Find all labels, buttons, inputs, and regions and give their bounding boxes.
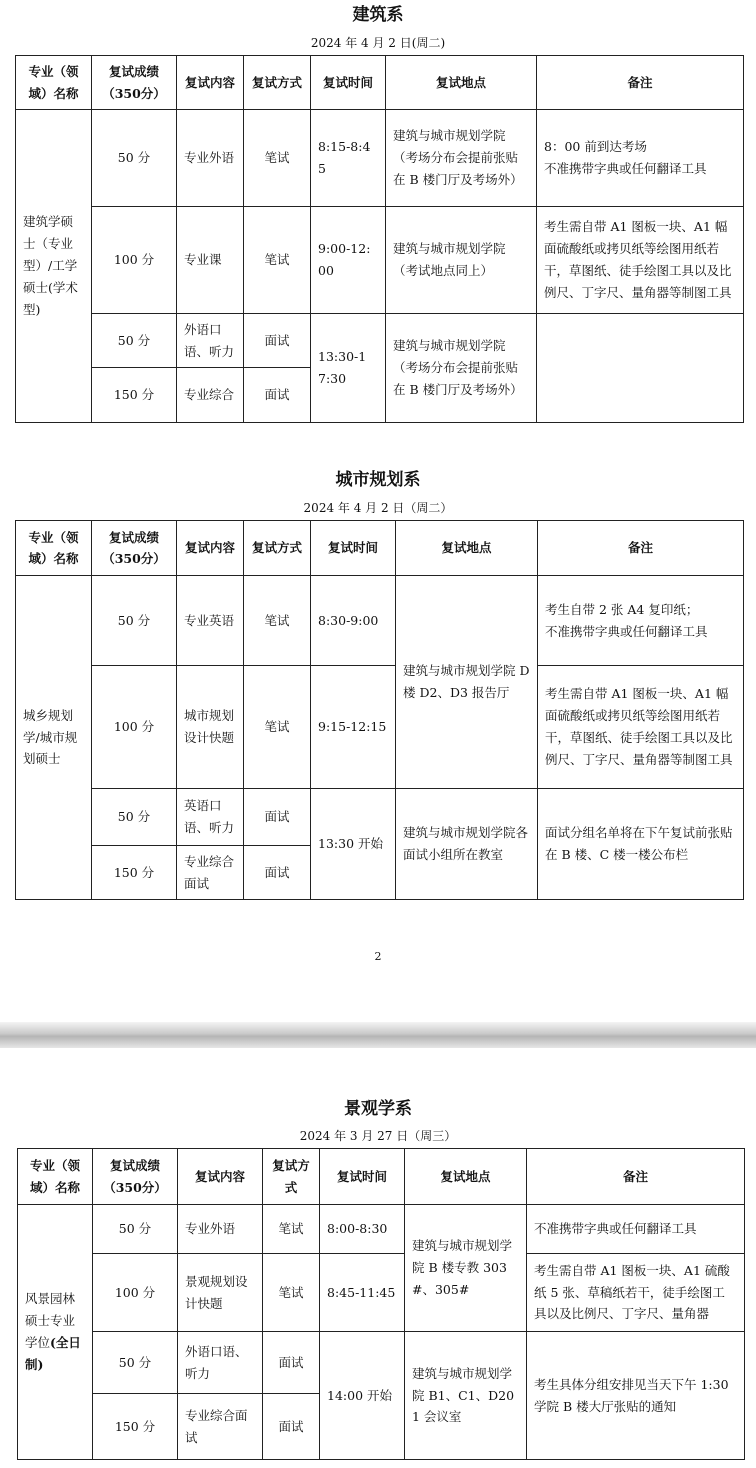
time-cell: 8:00-8:30 (320, 1205, 405, 1254)
major-name: 风景园林硕士专业学位 (25, 1291, 76, 1350)
content-cell: 专业课 (177, 207, 244, 314)
score-cell: 150 分 (92, 846, 177, 900)
score-cell: 150 分 (93, 1394, 178, 1460)
section-date-landscape: 2024 年 3 月 27 日（周三） (299, 1129, 457, 1143)
table-row (18, 1254, 745, 1332)
content-cell: 专业英语 (177, 576, 244, 666)
section-title-urban-planning: 城市规划系 (335, 470, 421, 490)
table-row (18, 1332, 745, 1394)
time-cell: 9:00-12:00 (311, 207, 386, 314)
score-cell: 100 分 (92, 207, 177, 314)
score-cell: 50 分 (92, 314, 177, 368)
table-row (16, 576, 744, 666)
content-cell: 外语口语、听力 (177, 314, 244, 368)
major-mode: (全日制) (25, 1335, 81, 1372)
method-cell: 笔试 (244, 576, 311, 666)
major-cell: 建筑学硕士（专业型）/工学硕士(学术型) (16, 110, 92, 423)
note-cell (537, 314, 744, 423)
section-title-landscape: 景观学系 (344, 1099, 412, 1119)
location-cell: 建筑与城市规划学院（考场分布会提前张贴在 B 楼门厅及考场外） (386, 314, 537, 423)
note-cell: 考生需自带 A1 图板一块、A1 硫酸纸 5 张、草稿纸若干，徒手绘图工具以及比例尺、丁字尺、量角器 (527, 1254, 745, 1332)
score-cell: 50 分 (92, 110, 177, 207)
table-header-row (18, 1149, 745, 1205)
location-cell: 建筑与城市规划学院（考场分布会提前张贴在 B 楼门厅及考场外） (386, 110, 537, 207)
section-title-architecture: 建筑系 (352, 5, 404, 25)
content-cell: 专业综合面试 (178, 1394, 263, 1460)
method-cell: 面试 (244, 846, 311, 900)
time-cell: 9:15-12:15 (311, 666, 396, 789)
header-score: 复试成绩（350分） (92, 56, 177, 110)
method-cell: 面试 (263, 1394, 320, 1460)
method-cell: 笔试 (263, 1254, 320, 1332)
table-row (16, 314, 744, 368)
header-content: 复试内容 (178, 1149, 263, 1205)
content-cell: 专业综合 (177, 368, 244, 423)
score-cell: 50 分 (93, 1205, 178, 1254)
header-score: 复试成绩（350分） (92, 521, 177, 576)
score-cell: 150 分 (92, 368, 177, 423)
header-method: 复试方式 (244, 56, 311, 110)
method-cell: 面试 (244, 368, 311, 423)
note-cell: 面试分组名单将在下午复试前张贴在 B 楼、C 楼一楼公布栏 (538, 789, 744, 900)
time-cell: 14:00 开始 (320, 1332, 405, 1460)
time-cell: 13:30-17:30 (311, 314, 386, 423)
note-cell: 考生需自带 A1 图板一块、A1 幅面硫酸纸或拷贝纸等绘图用纸若干，草图纸、徒手绘图工具以及比例尺、丁字尺、量角器等制图工具 (537, 207, 744, 314)
time-cell: 8:30-9:00 (311, 576, 396, 666)
table-row (16, 110, 744, 207)
header-time: 复试时间 (311, 56, 386, 110)
score-cell: 100 分 (93, 1254, 178, 1332)
content-cell: 专业外语 (178, 1205, 263, 1254)
note-cell: 考生具体分组安排见当天下午 1:30 学院 B 楼大厅张贴的通知 (527, 1332, 745, 1460)
note-cell: 考生自带 2 张 A4 复印纸； 不准携带字典或任何翻译工具 (538, 576, 744, 666)
note-cell: 考生需自带 A1 图板一块、A1 幅面硫酸纸或拷贝纸等绘图用纸若干，草图纸、徒手绘图工具以及比例尺、丁字尺、量角器等制图工具 (538, 666, 744, 789)
score-cell: 50 分 (92, 789, 177, 846)
page-divider (0, 1022, 756, 1048)
score-cell: 50 分 (92, 576, 177, 666)
header-location: 复试地点 (386, 56, 537, 110)
table-row (16, 207, 744, 314)
header-content: 复试内容 (177, 521, 244, 576)
header-location: 复试地点 (396, 521, 538, 576)
time-cell: 8:45-11:45 (320, 1254, 405, 1332)
schedule-table-urban-planning (15, 520, 744, 900)
method-cell: 面试 (244, 314, 311, 368)
header-content: 复试内容 (177, 56, 244, 110)
location-cell: 建筑与城市规划学院 B 楼专教 303#、305# (405, 1205, 527, 1332)
header-note: 备注 (527, 1149, 745, 1205)
table-row (18, 1205, 745, 1254)
content-cell: 专业外语 (177, 110, 244, 207)
header-location: 复试地点 (405, 1149, 527, 1205)
table-row (16, 666, 744, 789)
content-cell: 城市规划设计快题 (177, 666, 244, 789)
page-number: 2 (374, 950, 382, 963)
content-cell: 专业综合面试 (177, 846, 244, 900)
section-date-urban-planning: 2024 年 4 月 2 日（周二） (303, 501, 453, 515)
method-cell: 笔试 (244, 110, 311, 207)
schedule-table-architecture (15, 55, 744, 423)
method-cell: 面试 (263, 1332, 320, 1394)
method-cell: 笔试 (244, 207, 311, 314)
header-major: 专业（领域）名称 (16, 56, 92, 110)
header-method: 复试方式 (263, 1149, 320, 1205)
score-cell: 100 分 (92, 666, 177, 789)
method-cell: 笔试 (244, 666, 311, 789)
location-cell: 建筑与城市规划学院（考试地点同上） (386, 207, 537, 314)
major-cell (18, 1205, 93, 1460)
table-header-row (16, 56, 744, 110)
time-cell: 13:30 开始 (311, 789, 396, 900)
header-major: 专业（领域）名称 (18, 1149, 93, 1205)
content-cell: 英语口语、听力 (177, 789, 244, 846)
section-date-architecture: 2024 年 4 月 2 日(周二) (310, 36, 446, 50)
content-cell: 景观规划设计快题 (178, 1254, 263, 1332)
major-cell: 城乡规划学/城市规划硕士 (16, 576, 92, 900)
note-cell: 8：00 前到达考场 不准携带字典或任何翻译工具 (537, 110, 744, 207)
schedule-table-landscape (17, 1148, 745, 1460)
header-major: 专业（领域）名称 (16, 521, 92, 576)
location-cell: 建筑与城市规划学院 B1、C1、D201 会议室 (405, 1332, 527, 1460)
header-time: 复试时间 (320, 1149, 405, 1205)
method-cell: 面试 (244, 789, 311, 846)
location-cell: 建筑与城市规划学院各面试小组所在教室 (396, 789, 538, 900)
location-cell: 建筑与城市规划学院 D 楼 D2、D3 报告厅 (396, 576, 538, 789)
header-method: 复试方式 (244, 521, 311, 576)
method-cell: 笔试 (263, 1205, 320, 1254)
table-header-row (16, 521, 744, 576)
header-score: 复试成绩（350分） (93, 1149, 178, 1205)
note-cell: 不准携带字典或任何翻译工具 (527, 1205, 745, 1254)
header-note: 备注 (538, 521, 744, 576)
header-note: 备注 (537, 56, 744, 110)
content-cell: 外语口语、听力 (178, 1332, 263, 1394)
score-cell: 50 分 (93, 1332, 178, 1394)
table-row (16, 789, 744, 846)
time-cell: 8:15-8:45 (311, 110, 386, 207)
header-time: 复试时间 (311, 521, 396, 576)
